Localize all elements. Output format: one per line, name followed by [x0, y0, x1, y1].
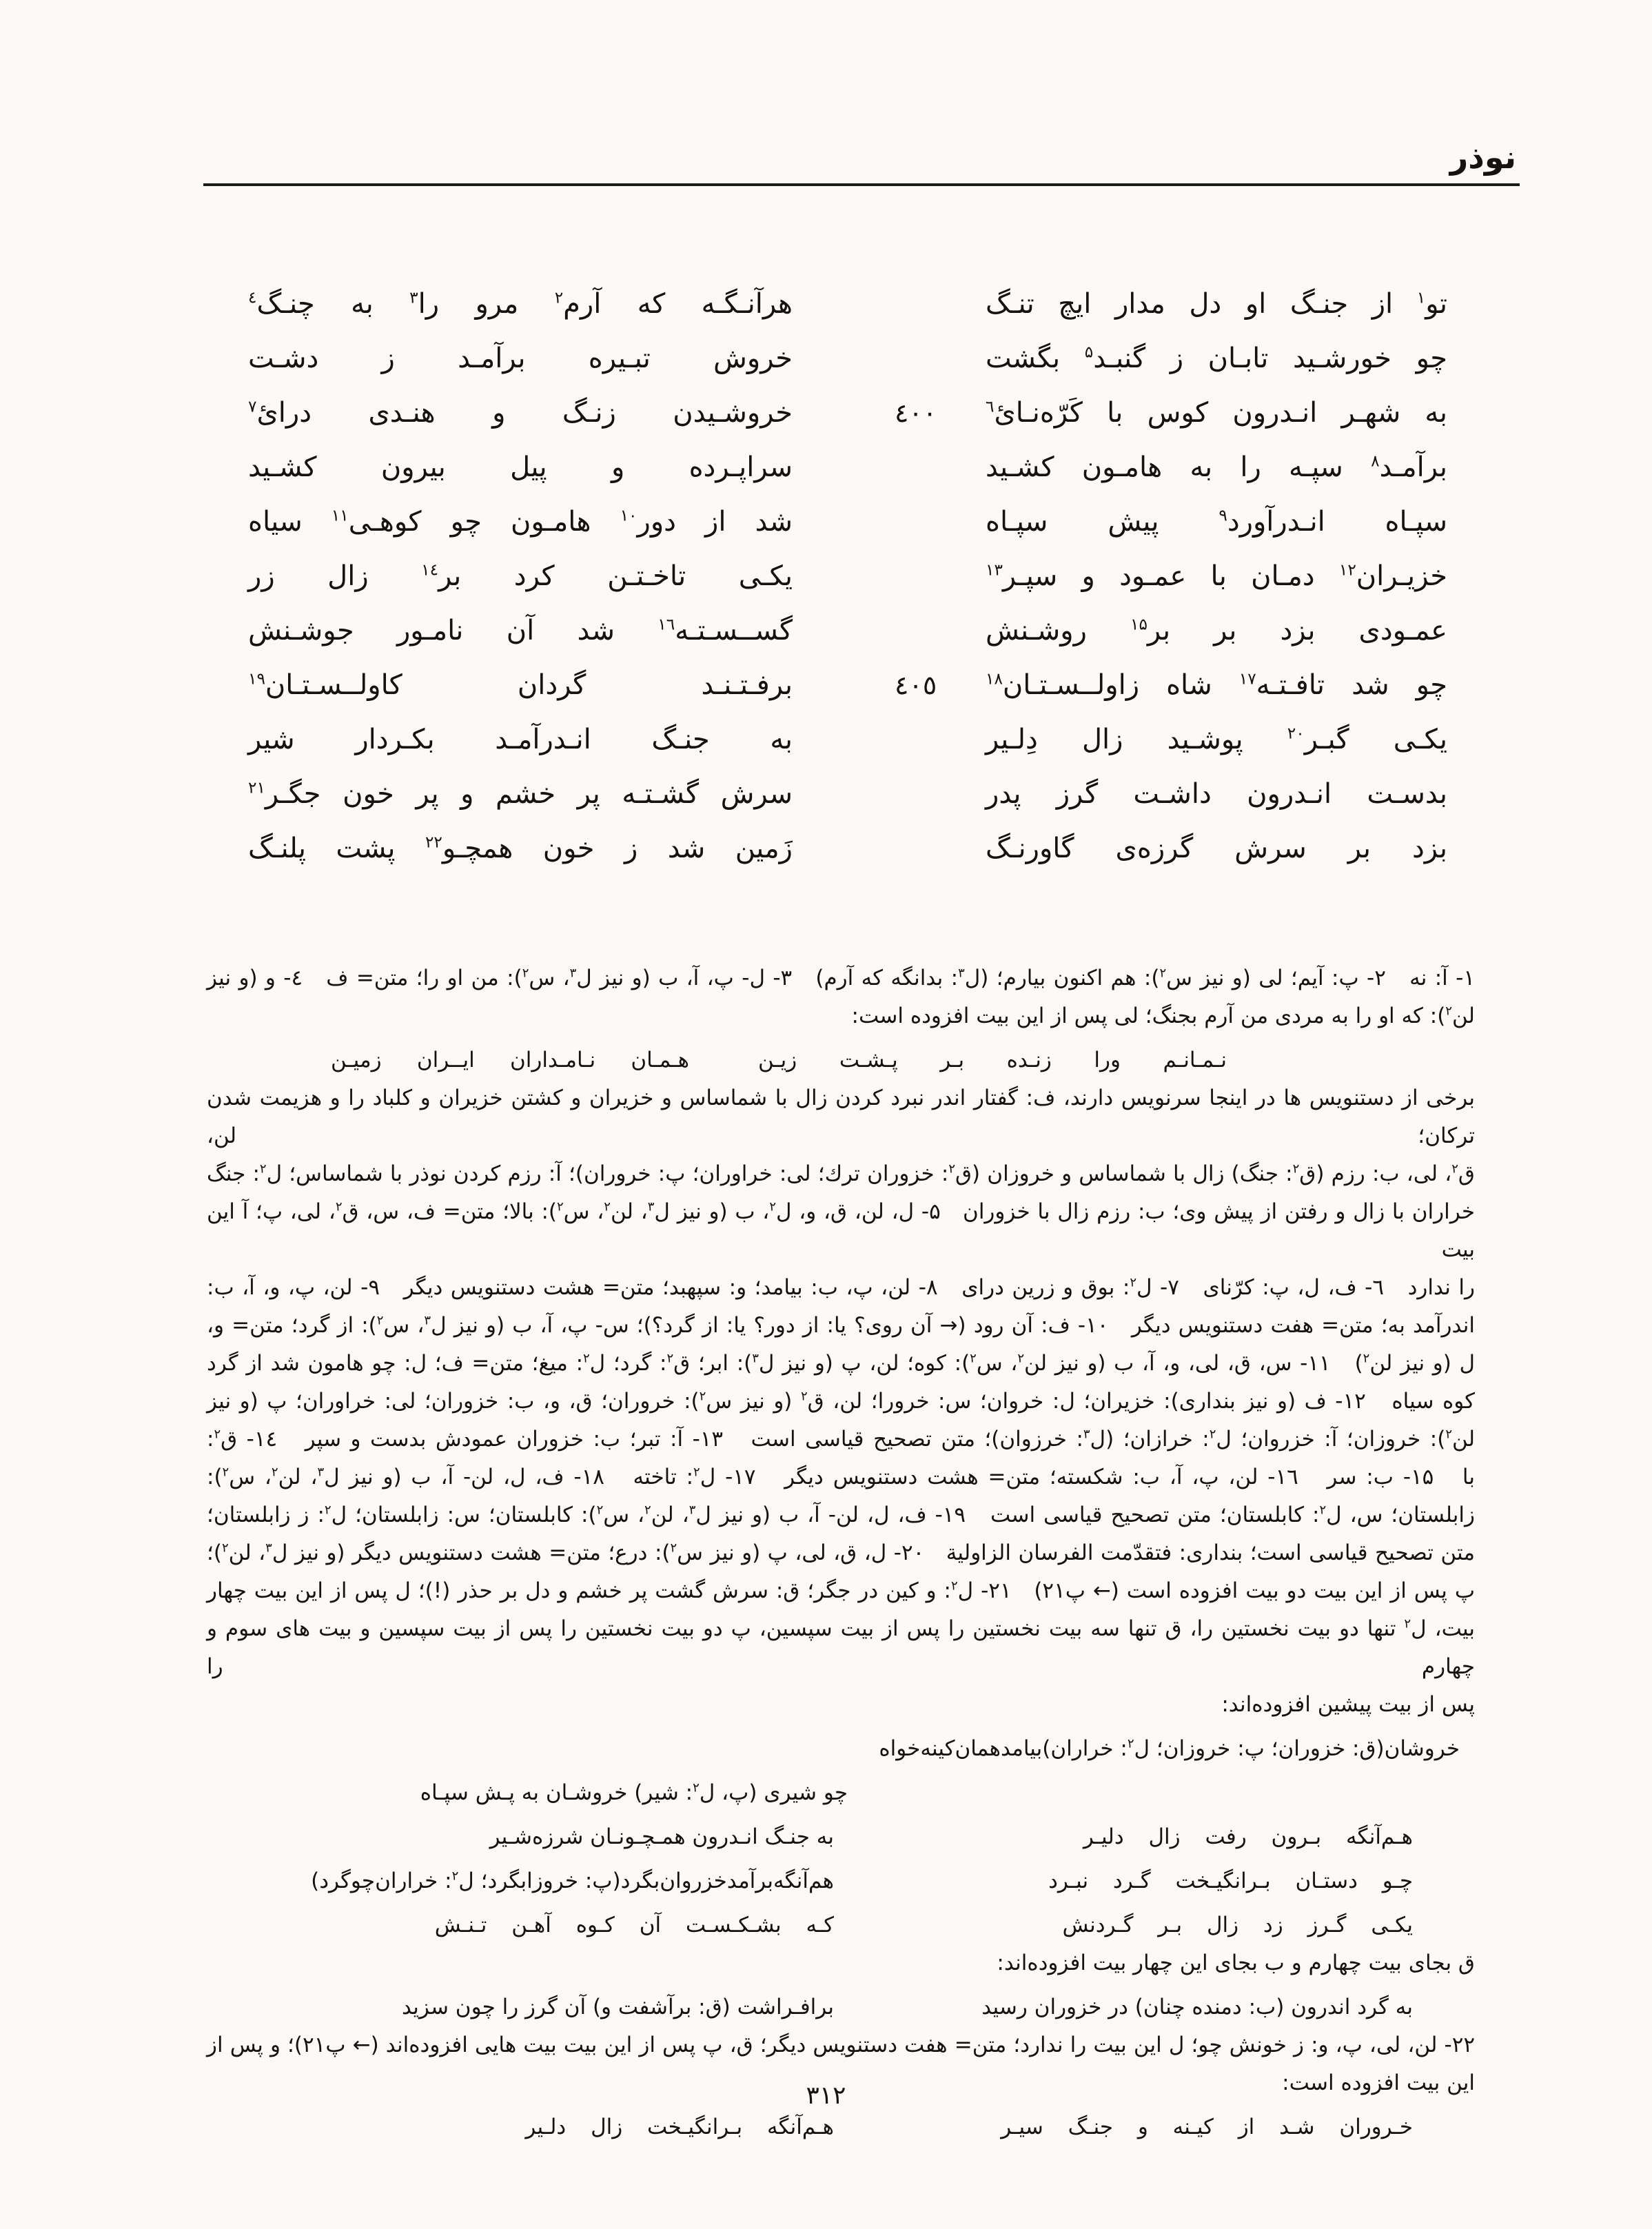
- apparatus-line: را ندارد ٦- ف، ل، پ: کرّنای ۷- ل$^۲$: بوق و زرین درای ۸- لن، پ، ب: بیامد؛ و: سپهبد؛ متن= هشت دستنویس دیگر ۹- لن، پ، و، آ، ب:: [207, 1275, 1475, 1300]
- quoted-hemistich-right: خـروران شـد از کیـنه و جنـگ سیـر: [1001, 2115, 1413, 2139]
- verse-row: [207, 440, 1475, 495]
- hemistich-right: یکـی گبـر$^{۲۰}$ پوشـید زال دِلـیر: [986, 724, 1447, 755]
- hemistich-right: عمـودی بزد بر بر$^{۱۵}$ روشـنش: [986, 615, 1448, 647]
- verse-number: [895, 440, 958, 495]
- hemistich-left: زَمین شد ز خون همچـو$^{۲۲}$ پشت پلنـگ: [248, 833, 793, 864]
- apparatus-line: با ۱۵- ب: سر ۱٦- لن، پ، آ، ب: شکسته؛ متن= هشت دستنویس دیگر ۱۷- ل$^۲$: تاخته ۱۸- ف، ل، لن- آ، ب (و نیز ل$^۳$، لن$^۲$، س$^۲$):: [207, 1465, 1475, 1489]
- hemistich-left: برفـتـنـد گردان کاولــسـتـان$^{۱۹}$: [248, 669, 793, 701]
- apparatus-line: بیت، ل$^۲$ تنها دو بیت نخستین را، ق تنها سه بیت نخستین را پس از بیت سپسین، پ دو بیت نخستین را پس از بیت سپسین و بیت های سوم و چهارم را: [207, 1616, 1475, 1679]
- quoted-hemistich-left: هم‌آنگه‌برآمدخزروان‌بگرد(پ: خروزابگرد؛ ل$^۲$: خراران‌چوگرد): [311, 1869, 834, 1893]
- apparatus-line: کوه سیاه ۱۲- ف (و نیز بنداری): خزیران؛ ل: خروان؛ س: خرورا؛ لن، ق$^۲$ (و نیز س$^۲$): خروران؛ ق، و، ب: خزوران؛ لی: خراوران؛ پ (و نیز: [207, 1389, 1475, 1414]
- verse-number: [895, 767, 958, 822]
- quoted-hemistich-right: به گرد اندرون (ب: دمنده چنان) در خزوران رسید: [981, 1995, 1413, 2019]
- quoted-hemistich-left: چو شیری (پ، ل$^۲$: شیر) خروشـان به پـش سپـاه: [420, 1780, 848, 1805]
- hemistich-left: یکـی تاخـتـن کرد بر$^{۱٤}$ زال زر: [248, 560, 793, 592]
- quoted-hemistich-right: خروشان(ق: خزوران؛ پ: خروزان؛ ل$^۲$: خراران)بیامدهمان‌کینه‌خواه: [879, 1736, 1460, 1761]
- apparatus-quoted-verse-row: [207, 2108, 1475, 2146]
- apparatus-line: اندرآمد به؛ متن= هفت دستنویس دیگر ۱۰- ف: آن رود (→ آن روی؟ یا: از دور؟ یا: از گرد؟)؛ س- پ، آ، ب (و نیز ل$^۳$، س$^۲$): از گرد؛ متن= و،: [207, 1313, 1475, 1338]
- verse-number: [895, 549, 958, 604]
- apparatus-quoted-verse-row: [207, 1729, 1475, 1768]
- apparatus-line: متن تصحیح قیاسی است؛ بنداری: فتقدّمت الفرسان الزاولیة ۲۰- ل، ق، لی، پ (و نیز س$^۲$): درع؛ متن= هشت دستنویس دیگر (و نیز ل$^۳$، لن$^۲$)؛: [207, 1540, 1475, 1565]
- verse-row: [207, 495, 1475, 549]
- verse-row: [207, 713, 1475, 767]
- apparatus-quoted-verse-row: [207, 1862, 1475, 1900]
- quoted-hemistich-right: هـم‌آنگه بـرون رفت زال دلیـر: [1083, 1824, 1413, 1849]
- apparatus-line: ق$^۲$، لی، ب: رزم (ق$^۲$: جنگ) زال با شماساس و خروزان (ق$^۲$: خزوران ترك؛ لی: خراوران؛ پ: خروران)؛ آ: رزم کردن نوذر با شماساس؛ ل$^۲$: جنگ: [207, 1161, 1475, 1186]
- apparatus-quoted-verse-row: [207, 1041, 1475, 1079]
- header-rule: [203, 183, 1520, 186]
- verse-number: [895, 604, 958, 658]
- verse-row: [207, 386, 1475, 440]
- apparatus-line-short: این بیت افزوده است:: [1282, 2070, 1475, 2095]
- verse-row: [207, 767, 1475, 822]
- running-head-chapter-title: نوذر: [1449, 139, 1516, 176]
- verse-number: [895, 822, 958, 876]
- quoted-hemistich-left: هـم‌آنگه بـرانگیـخت زال دلـیر: [525, 2115, 834, 2139]
- verse-row: [207, 658, 1475, 713]
- apparatus-line: لن$^۲$): خروزان؛ آ: خزروان؛ ل$^۲$: خرازان؛ (ل$^۳$: خرزوان)؛ متن تصحیح قیاسی است ۱۳- آ: تبر؛ ب: خزوران عمودش بدست و سپر ۱٤- ق$^۲$:: [207, 1427, 1476, 1452]
- verse-row: [207, 277, 1475, 332]
- apparatus-line: خراران با زال و رفتن از پیش وی؛ ب: رزم زال با خزوران ۵- ل، لن، ق، و، ل$^۲$، ب (و نیز ل$^۳$، لن$^۲$، س$^۲$): بالا؛ متن= ف، س، ق$^۲$، لی، پ؛ آ این بیت: [207, 1199, 1476, 1262]
- apparatus-quoted-verse-row: [207, 1773, 1475, 1812]
- hemistich-right: بزد بر سرش گرزه‌ی گاورنـگ: [986, 833, 1447, 864]
- hemistich-left: به جنـگ انـدرآمـد بکـردار شیر: [248, 724, 793, 755]
- verse-row: [207, 549, 1475, 604]
- apparatus-line: برخی از دستنویس ها در اینجا سرنویس دارند، ف: گفتار اندر نبرد کردن زال با شماساس و خزیران و کشتن خزیران و کلباد را و هزیمت شدن ترکان؛ لن،: [207, 1086, 1475, 1148]
- verse-row: [207, 822, 1475, 876]
- apparatus-line-short: پس از بیت پیشین افزوده‌اند:: [1221, 1692, 1475, 1717]
- hemistich-left: سرش گشـتـه پر خشم و پر خون جگـر$^{۲۱}$: [248, 778, 793, 810]
- quoted-hemistich-left: به جنـگ انـدرون همـچـونـان شرزه‌شـیر: [489, 1824, 834, 1849]
- hemistich-left: شد از دور$^{۱۰}$ هامـون چو کوهـی$^{۱۱}$ سیاه: [248, 506, 793, 538]
- apparatus-quoted-verse-row: [207, 1906, 1475, 1944]
- apparatus-line: ۱- آ: نه ۲- پ: آیم؛ لی (و نیز س$^۲$): هم اکنون بیارم؛ (ل$^۳$: بدانگه که آرم) ۳- ل- پ، آ، ب (و نیز ل$^۳$، س$^۲$): من او را؛ متن= ف ٤- و (و نیز: [207, 966, 1476, 990]
- apparatus-line: ۲۲- لن، لی، پ، و: ز خونش چو؛ ل این بیت را ندارد؛ متن= هفت دستنویس دیگر؛ ق، پ پس از این بیت بیت هایی افزوده‌اند (← پ۲۱)؛ و پس از: [207, 2033, 1475, 2057]
- verse-row: [207, 604, 1475, 658]
- verse-number: ٤٠٥: [895, 670, 937, 700]
- quoted-hemistich-right: نـمـانـم ورا زنـده بـر پـشـت زیـن: [758, 1048, 1227, 1072]
- verse-number: [895, 277, 958, 332]
- apparatus-quoted-verse-row: [207, 1988, 1475, 2026]
- hemistich-right: چو خورشـید تابـان ز گنبـد$^۵$ بگشت: [986, 343, 1447, 374]
- apparatus-line: پ پس از این بیت دو بیت افزوده است (← پ۲۱) ۲۱- ل$^۲$: و کین در جگر؛ ق: سرش گشت پر خشم و دل بر حذر (!)؛ ل پس از این بیت چهار: [207, 1578, 1476, 1603]
- verse-row: [207, 332, 1475, 386]
- apparatus-line-short: ق بجای بیت چهارم و ب بجای این چهار بیت افزوده‌اند:: [997, 1951, 1475, 1975]
- hemistich-left: سراپـرده و پیل بیرون کشـید: [248, 451, 793, 483]
- hemistich-left: خروش تبـیره برآمـد ز دشـت: [248, 343, 793, 374]
- hemistich-right: به شهـر انـدرون کوس با کَرّه‌نـایٔ$^٦$: [986, 397, 1447, 429]
- quoted-hemistich-left: کـه بشـکـسـت آن کـوه آهـن تـنـش: [434, 1913, 834, 1937]
- hemistich-right: سپـاه انـدرآورد$^۹$ پیش سپـاه: [986, 506, 1448, 538]
- quoted-hemistich-left: هـمـان نـامـداران ایــران زمیـن: [331, 1048, 689, 1072]
- hemistich-left: هرآنـگـه که آرم$^۲$ مرو را$^۳$ به چنـگ$^٤$: [248, 288, 793, 320]
- verse-number: [895, 495, 958, 549]
- hemistich-right: تو$^۱$ از جنـگ او دل مدار ایچ تنـگ: [986, 288, 1447, 320]
- hemistich-left: گســسـتـه$^{۱٦}$ شد آن نامـور جوشـنش: [248, 615, 793, 647]
- critical-apparatus-footnotes: [207, 959, 1475, 2146]
- main-verse-block: [207, 277, 1475, 876]
- hemistich-right: چو شد تافـتـه$^{۱۷}$ شاه زاولــسـتـان$^{۱۸}$: [986, 669, 1447, 701]
- quoted-hemistich-right: یکـی گـرز زد زال بـر گـردنش: [1062, 1913, 1413, 1937]
- verse-number: ٤٠٠: [895, 398, 937, 428]
- hemistich-left: خروشـیدن زنـگ و هنـدی درایٔ$^۷$: [248, 397, 793, 429]
- hemistich-right: بدسـت انـدرون داشـت گرز پدر: [986, 778, 1447, 810]
- quoted-hemistich-right: چـو دستـان بـرانگیـخت گـرد نبـرد: [1048, 1869, 1413, 1893]
- apparatus-line-short: لن$^۲$): که او را به مردی من آرم بجنگ؛ لی پس از این بیت افزوده است:: [851, 1004, 1475, 1028]
- quoted-hemistich-left: برافـراشت (ق: برآشفت و) آن گرز را چون سزید: [401, 1995, 834, 2019]
- hemistich-right: برآمـد$^۸$ سپـه را به هامـون کشـید: [986, 451, 1447, 483]
- page-number: ٣١٢: [806, 2082, 846, 2110]
- hemistich-right: خزیـران$^{۱۲}$ دمـان با عمـود و سپـر$^{۱۳}$: [986, 560, 1447, 592]
- verse-number: [895, 713, 958, 767]
- apparatus-quoted-verse-row: [207, 1818, 1475, 1856]
- apparatus-line: ل (و نیز لن$^۲$) ۱۱- س، ق، لی، و، آ، ب (و نیز لن$^۲$، س$^۲$): کوه؛ لن، پ (و نیز ل$^۳$): ابر؛ ق$^۲$: گرد؛ ل$^۲$: میغ؛ متن= ف؛ ل: چو هامون شد از گرد: [207, 1351, 1476, 1376]
- verse-number: [895, 332, 958, 386]
- apparatus-line: زابلستان؛ س، ل$^۲$: کابلستان؛ متن تصحیح قیاسی است ۱۹- ف، ل، لن- آ، ب (و نیز ل$^۳$، لن$^۲$، س$^۲$): کابلستان؛ س: زابلستان؛ ل$^۲$: ز زابلستان؛: [207, 1503, 1475, 1527]
